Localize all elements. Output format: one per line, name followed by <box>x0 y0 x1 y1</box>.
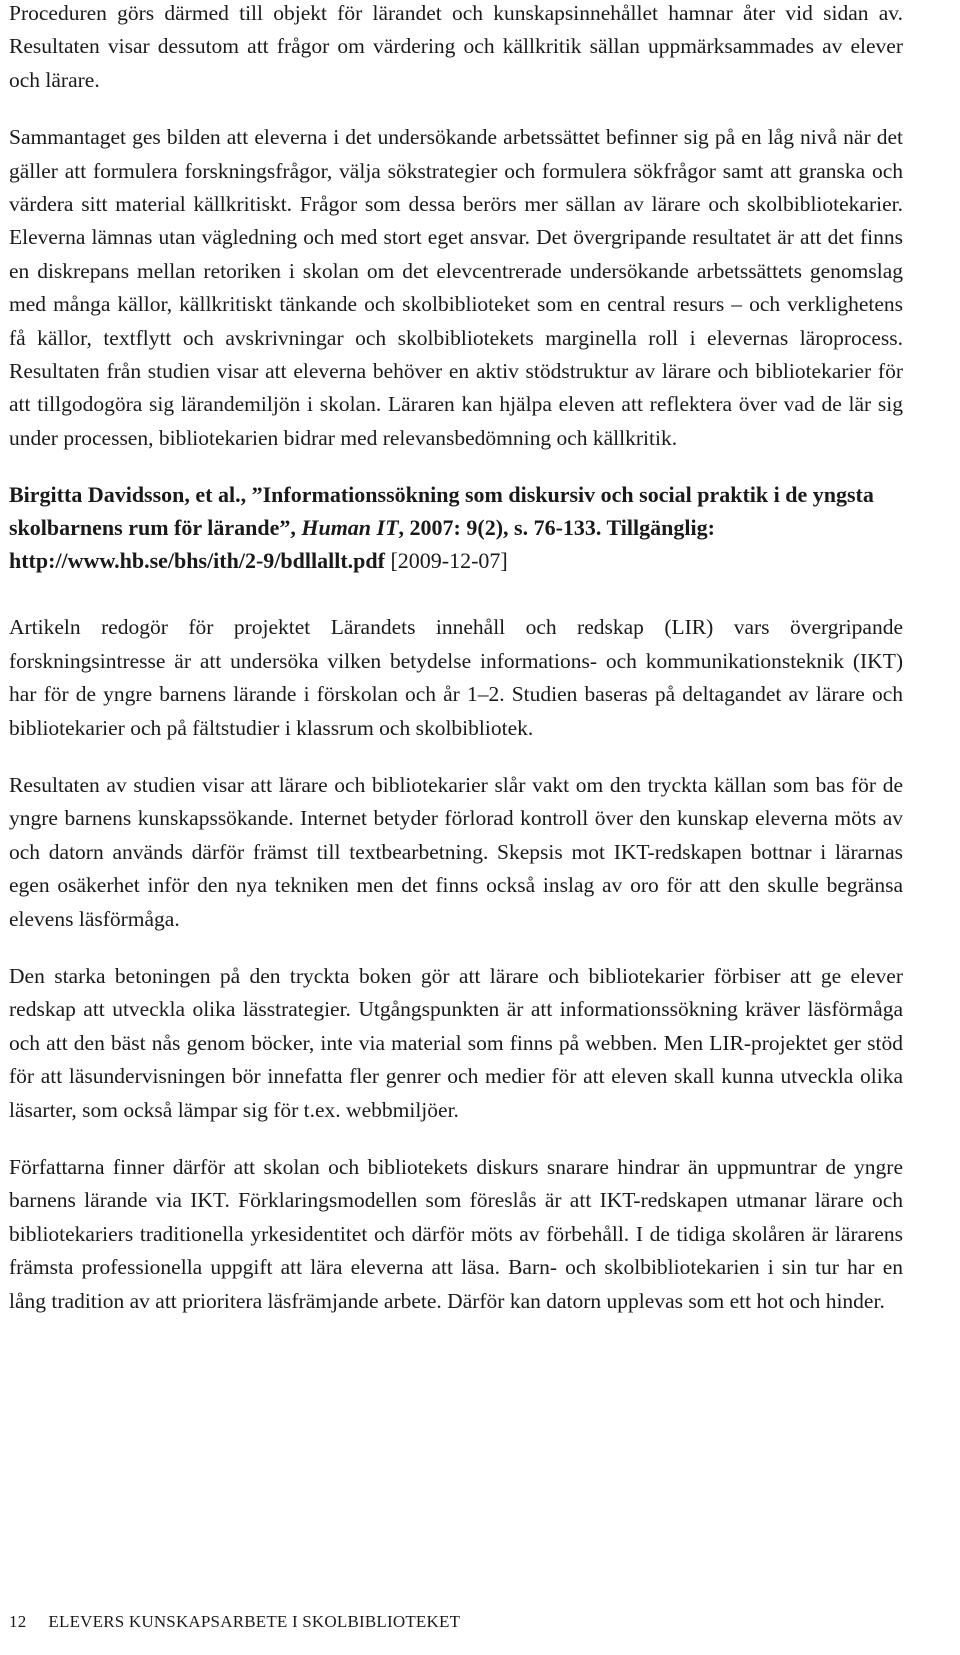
reference-entry <box>9 478 903 577</box>
reference-details[interactable]: , 2007: 9(2), s. 76-133. Tillgänglig: http://www.hb.se/bhs/ith/2-9/bdllallt.pdf <box>9 515 715 574</box>
reference-accessed-date: [2009-12-07] <box>384 548 508 574</box>
reference-journal: Human IT <box>301 515 399 541</box>
paragraph-article-overview: Artikeln redogör för projektet Lärandets innehåll och redskap (LIR) vars övergripande forskningsintresse är att undersöka vilken betydelse informations- och kommunikationsteknik (IKT) har för de yngre barnens lärande i förskolan och år 1–2. Studien baseras på deltagandet av lärare och bibliotekarier och på fältstudier i klassrum och skolbibliotek. <box>9 615 903 740</box>
reference-separator: , <box>240 482 252 508</box>
paragraph-printed-book: Den starka betoningen på den tryckta boken gör att lärare och bibliotekarier förbiser att ge elever redskap att utveckla olika lässtrategier. Utgångspunkten är att informationssökning kräver läsförmåga och att den bäst nås genom böcker, inte via material som finns på webben. Men LIR-projektet ger stöd för att läsundervisningen bör innefatta fler genrer och medier för att eleven skall kunna utveckla olika läsarter, som också lämpar sig för t.ex. webbmiljöer. <box>9 963 903 1122</box>
page-number: 12 <box>9 1612 27 1631</box>
reference-separator: , <box>290 515 302 541</box>
paragraph-procedure: Proceduren görs därmed till objekt för lärandet och kunskapsinnehållet hamnar åter vid sidan av. Resultaten visar dessutom att frågor om värdering och källkritik sällan uppmärksammades av elever och lärare. <box>9 1 903 92</box>
page-footer <box>9 1612 460 1632</box>
paragraph-conclusion: Författarna finner därför att skolan och bibliotekets diskurs snarare hindrar än uppmuntrar de yngre barnens lärande via IKT. Förklaringsmodellen som föreslås är att IKT-redskapen utmanar lärare och bibliotekariers traditionella yrkesidentitet och därför möts av förbehåll. I de tidiga skolåren är lärarens främsta professionella uppgift att lära eleverna att läsa. Barn- och skolbibliotekarien i sin tur har en lång tradition av att prioritera läsfrämjande arbete. Därför kan datorn upplevas som ett hot och hinder. <box>9 1154 903 1313</box>
reference-title: ”Informationssökning som diskursiv och social praktik i de yngsta skolbarnens rum för lärande” <box>9 482 874 541</box>
running-title: ELEVERS KUNSKAPSARBETE I SKOLBIBLIOTEKET <box>48 1612 461 1631</box>
paragraph-results: Resultaten av studien visar att lärare och bibliotekarier slår vakt om den tryckta källan som bas för de yngre barnens kunskapssökande. Internet betyder förlorad kontroll över den kunskap eleverna möts av och datorn används därför främst till textbearbetning. Skepsis mot IKT-redskapen bottnar i lärarnas egen osäkerhet inför den nya tekniken men det finns också inslag av oro för att den skulle begränsa elevens läsförmåga. <box>9 772 903 931</box>
reference-authors: Birgitta Davidsson, et al. <box>9 482 241 508</box>
document-page <box>9 0 903 1318</box>
paragraph-summary: Sammantaget ges bilden att eleverna i det undersökande arbetssättet befinner sig på en låg nivå när det gäller att formulera forskningsfrågor, välja sökstrategier och formulera sökfrågor samt att granska och värdera sitt material källkritiskt. Frågor som dessa berörs mer sällan av lärare och skolbibliotekarier. Eleverna lämnas utan vägledning och med stort eget ansvar. Det övergripande resultatet är att det finns en diskrepans mellan retoriken i skolan om det elevcentrerade undersökande arbetssättets genomslag med många källor, källkritiskt tänkande och skolbiblioteket som en central resurs – och verklighetens få källor, textflytt och avskrivningar och skolbibliotekets marginella roll i elevernas läroprocess. Resultaten från studien visar att eleverna behöver en aktiv stödstruktur av lärare och bibliotekarier för att tillgodogöra sig lärandemiljön i skolan. Läraren kan hjälpa eleven att reflektera över vad de lär sig under processen, bibliotekarien bidrar med relevansbedömning och källkritik. <box>9 125 903 450</box>
